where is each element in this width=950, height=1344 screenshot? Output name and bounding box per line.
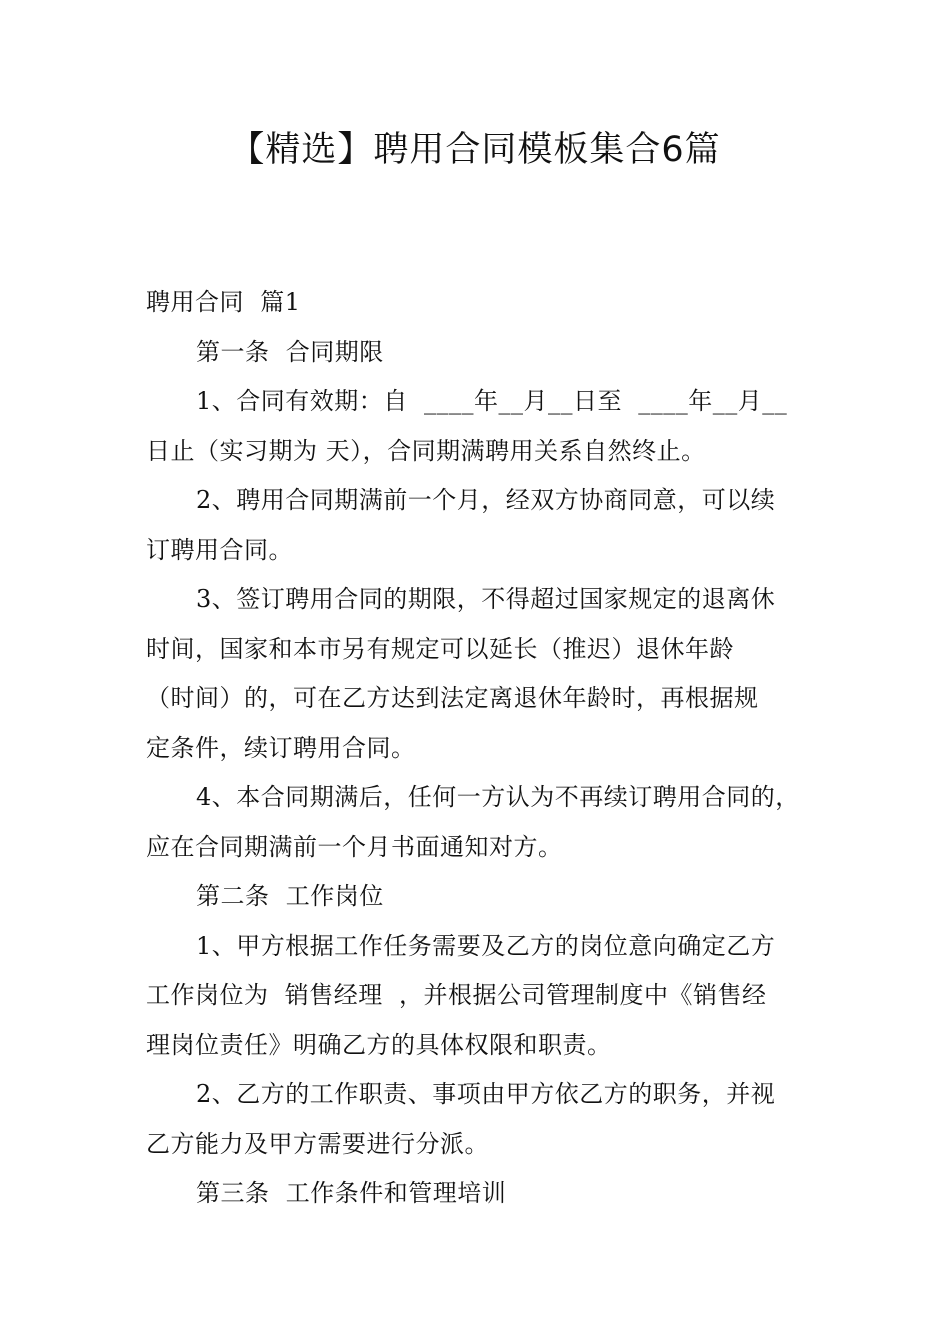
paragraph-line: （时间）的，可在乙方达到法定离退休年龄时，再根据规 (146, 684, 759, 712)
article-heading: 第三条 工作条件和管理培训 (196, 1179, 507, 1207)
document-title: 【精选】聘用合同模板集合6篇 (229, 130, 721, 170)
document-body (146, 278, 806, 1219)
paragraph-line: 1、合同有效期：自 ____年__月__日至 ____年__月__ (196, 387, 788, 415)
paragraph-line: 理岗位责任》明确乙方的具体权限和职责。 (146, 1030, 612, 1059)
paragraph-line: 乙方能力及甲方需要进行分派。 (146, 1129, 489, 1158)
paragraph-line: 2、聘用合同期满前一个月，经双方协商同意，可以续 (196, 486, 776, 514)
section-heading: 聘用合同 篇1 (146, 288, 301, 316)
paragraph-line: 订聘用合同。 (146, 535, 293, 564)
article-heading: 第二条 工作岗位 (196, 882, 384, 910)
paragraph-line: 时间，国家和本市另有规定可以延长（推迟）退休年龄 (146, 634, 734, 663)
paragraph-line: 应在合同期满前一个月书面通知对方。 (146, 832, 563, 861)
paragraph-line: 3、签订聘用合同的期限，不得超过国家规定的退离休 (196, 585, 776, 613)
article-heading: 第一条 合同期限 (196, 337, 384, 366)
paragraph-line: 4、本合同期满后，任何一方认为不再续订聘用合同的， (196, 783, 800, 811)
paragraph-line: 2、乙方的工作职责、事项由甲方依乙方的职务，并视 (196, 1080, 776, 1108)
paragraph-line: 工作岗位为 销售经理 ，并根据公司管理制度中《销售经 (146, 981, 767, 1009)
paragraph-line: 1、甲方根据工作任务需要及乙方的岗位意向确定乙方 (196, 931, 776, 960)
paragraph-line: 定条件，续订聘用合同。 (146, 733, 416, 762)
paragraph-line: 日止（实习期为 天），合同期满聘用关系自然终止。 (146, 436, 706, 465)
